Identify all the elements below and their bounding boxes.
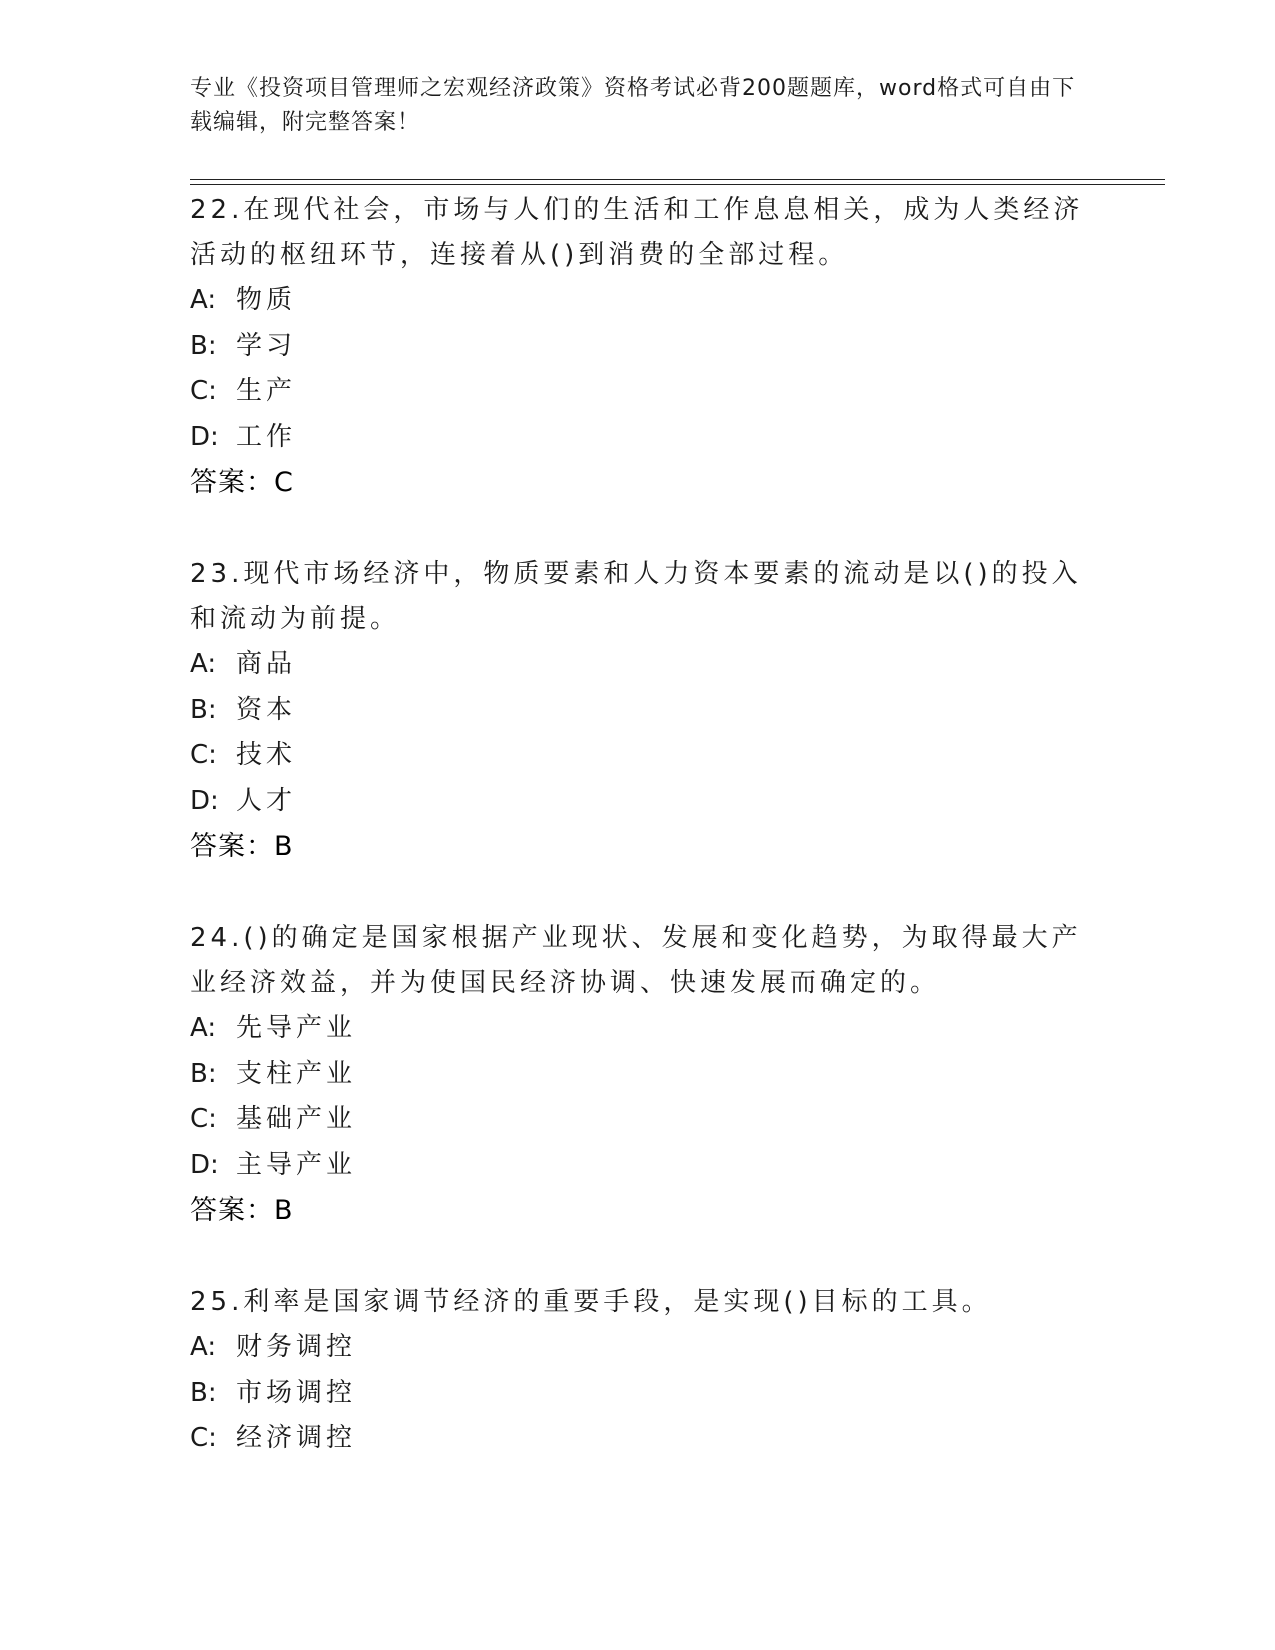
option-text: 生产 [236,376,297,406]
option-key: A: [190,285,217,315]
option-key: D: [190,1149,219,1180]
option-text: 学习 [236,330,297,361]
answer: 答案：B [190,831,294,862]
option-key: C: [190,376,217,406]
answer: 答案：B [190,1195,294,1226]
option-text: 先导产业 [236,1013,357,1043]
option-c [190,369,1090,415]
option-b [190,688,1090,734]
option-key: C: [190,1104,217,1134]
option-text: 支柱产业 [236,1058,357,1089]
option-d [190,415,1090,461]
option-text: 市场调控 [236,1377,357,1408]
question-stem: 25.利率是国家调节经济的重要手段，是实现()目标的工具。 [190,1287,992,1317]
option-key: B: [190,330,217,361]
option-text: 经济调控 [236,1423,357,1453]
option-a [190,1325,1090,1371]
option-text: 工作 [236,421,297,452]
option-c [190,1097,1090,1143]
option-text: 技术 [236,740,297,770]
question-24 [190,916,1090,1234]
option-key: A: [190,1013,217,1043]
question-23 [190,552,1090,870]
option-key: D: [190,785,219,816]
option-key: A: [190,1332,217,1362]
option-key: C: [190,740,217,770]
option-a [190,642,1090,688]
option-key: B: [190,694,217,725]
question-list [190,188,1090,1462]
option-b [190,1371,1090,1417]
question-25 [190,1280,1090,1462]
document-header: 专业《投资项目管理师之宏观经济政策》资格考试必背200题题库，word格式可自由下载编辑，附完整答案！ [190,76,1076,135]
option-key: D: [190,421,219,452]
question-stem: 24.()的确定是国家根据产业现状、发展和变化趋势，为取得最大产业经济效益，并为使国民经济协调、快速发展而确定的。 [190,923,1082,998]
option-a [190,278,1090,324]
option-text: 财务调控 [236,1332,357,1362]
question-22 [190,188,1090,506]
header-divider-top [190,179,1165,180]
option-b [190,1052,1090,1098]
option-key: B: [190,1377,217,1408]
option-d [190,1143,1090,1189]
header-divider-bottom [190,184,1165,185]
option-c [190,733,1090,779]
option-text: 资本 [236,694,297,725]
option-a [190,1006,1090,1052]
option-key: A: [190,649,217,679]
option-d [190,779,1090,825]
question-stem: 23.现代市场经济中，物质要素和人力资本要素的流动是以()的投入和流动为前提。 [190,559,1082,634]
option-b [190,324,1090,370]
option-text: 基础产业 [236,1104,357,1134]
option-text: 物质 [236,285,297,315]
option-text: 人才 [236,785,297,816]
option-c [190,1416,1090,1462]
option-text: 商品 [236,649,297,679]
option-key: C: [190,1423,217,1453]
question-stem: 22.在现代社会，市场与人们的生活和工作息息相关，成为人类经济活动的枢纽环节，连接着从()到消费的全部过程。 [190,195,1084,270]
answer: 答案：C [190,467,294,498]
option-key: B: [190,1058,217,1089]
option-text: 主导产业 [236,1149,357,1180]
